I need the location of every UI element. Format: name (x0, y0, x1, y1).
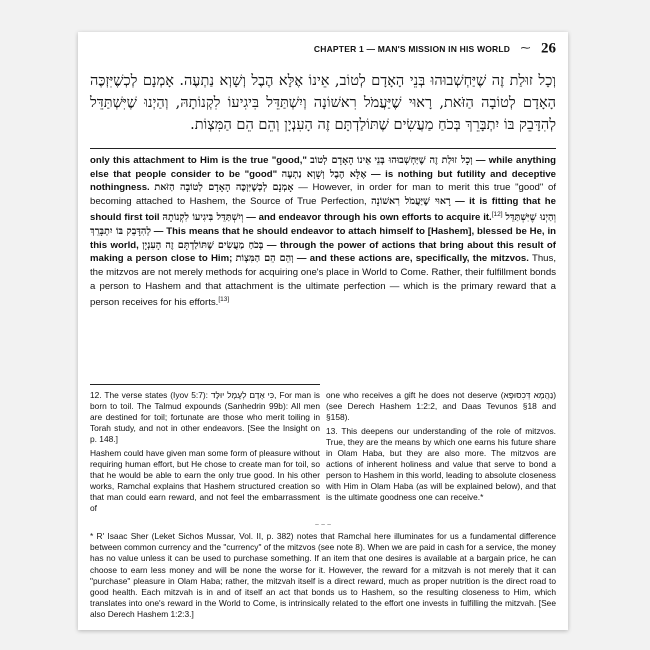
translation-rest: Thus, the mitzvos are not merely methods for acquiring one's place in World to Come. Rather, their fulfillment bonds a person to Hashem and that attachment is the ultimate perfection — which is the primary reward that a person receives for his efforts. (90, 253, 556, 309)
ornament-divider: ~ ~ ~ (314, 522, 332, 529)
translation-segment-en: — and endeavor through his own efforts to acquire it. (243, 212, 492, 224)
translation-segment-heb: וְהַיְנוּ שֶׁיִּשְׁתַּדֵּל לְהִדָּבֵק בּוֹ יִתְבָּרֵךְ (90, 212, 556, 238)
page-number: 26 (541, 40, 556, 57)
footnote: * R' Isaac Sher (Leket Sichos Mussar, Vol. II, p. 382) notes that Ramchal here illuminates for us a fundamental difference between common currency and the "currency" of the mitzvos (see note 8). When we are paid in cash for a service, the money has no value unless it can be used to purchase something. If an item that one desires is available at a bargain price, he can choose to earn less money and will be none the worse for it. However, the reward for a mitzvah is not merely that it can "purchase" pleasure in Olam Haba; rather, the mitzvah itself is a direct reward, much as proper nutrition is the direct road to good health. Each mitzvah is in and of itself an act that bonds us to Hashem, so the resulting closeness to Him, which translates into one's reward in the World to Come, is intrinsically related to the effort one invests in fulfilling the mitzvah. [See also Derech Hashem 1:2:3.] (90, 531, 556, 620)
notes-left-column (90, 390, 320, 517)
translation-segment-heb: וְהֵם הֵם הַמִּצְוֹת (235, 253, 294, 265)
hebrew-main-text: וְכָל זוּלַת זֶה שֶׁיַּחְשְׁבוּהוּ בְּנֵי הָאָדָם לְטוֹב, אֵינוֹ אֶלָּא הֶבֶל וְשָׁוְא נַתְעֶה. אָמְנָם לְכְשֶׁיִּזְכֶּה הָאָדָם לְטוֹבָה הַזֹּאת, רָאוּי שֶׁיַּעֲמֹל רִאשׁוֹנָה וְיִשְׁתַּדֵּל בִּיגִיעוֹ לִקְנוֹתָהּ, וְהַיְנוּ שֶׁיִּשְׁתַּדֵּל לְהִדָּבֵק בּוֹ יִתְבָּרֵךְ בְּכֹחַ מַעֲשִׂים שֶׁתּוֹלַדְתָּם זֶה הָעִנְיָן וְהֵם הֵם הַמִּצְוֹת. (90, 73, 556, 133)
translation-segment-heb: וְכָל זוּלַת זֶה שֶׁיַּחְשְׁבוּהוּ בְּנֵי (374, 155, 473, 166)
note-reference: [13] (218, 296, 230, 304)
translation-segment-en: only this attachment to Him is the true "good," (90, 155, 311, 166)
note-12-cont: Hashem could have given man some form of pleasure without requiring human effort, but He chose to create man for toil, so that he would be able to earn the only true good. In his other works, Ramchal explains that Hashem structured creation so that man could earn reward, and not feel the embarrassment of (90, 448, 320, 513)
translation-segment-heb: אָמְנָם לְכְשֶׁיִּזְכֶּה הָאָדָם לְטוֹבָה הַזֹּאת (154, 182, 294, 194)
translation-segment-heb: הָאָדָם לְטוֹב (310, 155, 354, 166)
translation-segment-heb: רָאוּי שֶׁיַּעֲמֹל רִאשׁוֹנָה (371, 195, 451, 207)
translation-block (90, 154, 556, 310)
header-ornament: ⁓ (520, 43, 531, 55)
translation-segment-heb: אֵינוֹ (357, 155, 372, 166)
translation-segment-en: — and these actions are, specifically, the mitzvos. (293, 253, 529, 265)
translation-segment-en: — However, in order for man to merit this true "good" of becoming attached to Hashem, the Source of True Perfection, (90, 182, 556, 207)
divider-rule (90, 148, 556, 149)
note-12-end: one who receives a gift he does not deserve (נַהֲמָא דְּכִסּוּפָא) (see Derech Hashem 1:2:2, and Daas Tevunos §18 and §158). (326, 390, 557, 422)
translation-segment-heb: אֶלָּא הֶבֶל וְשָׁוְא נַתְעֶה (281, 168, 367, 180)
translation-segment-en: — is nothing but futility and deceptive nothingness. (90, 168, 556, 194)
translation-segment-en: — through the power of actions that bring about this result of making a person close to Him; (90, 239, 556, 265)
notes-right-column (326, 390, 556, 506)
translation-segment-en: — it is fitting that he should first toil (90, 195, 556, 224)
note-13: 13. This deepens our understanding of the role of mitzvos. True, they are the means by which one earns his future share in Olam Haba, but they are also more. The mitzvos are actions of inherent holiness and value that serve to bond a person to Hashem in this world, leading to absolute closeness with Him in Olam Haba (as will be explained below), and that is the ultimate goodness one can receive.* (326, 426, 556, 502)
translation-segment-en: — This means that he should endeavor to attach himself to [Hashem], blessed be He, in this world, (90, 226, 556, 251)
note-reference: [12] (491, 211, 503, 219)
translation-segment-en: — while anything else that people consider to be "good" (90, 155, 556, 180)
translation-segment-heb: בְּכֹחַ מַעֲשִׂים שֶׁתּוֹלַדְתָּם זֶה הָעִנְיָן (142, 239, 264, 251)
notes-section (90, 390, 556, 518)
book-page (78, 32, 568, 630)
chapter-title: CHAPTER 1 — MAN'S MISSION IN HIS WORLD (313, 43, 511, 54)
notes-rule (90, 384, 320, 385)
translation-segment-heb: וְיִשְׁתַּדֵּל בִּיגִיעוֹ לִקְנוֹתָהּ (162, 212, 244, 224)
running-header (90, 40, 556, 58)
note-12: 12. The verse states (Iyov 5:7): כִּי אָדָם לְעָמָל יוּלָּד, For man is born to toil. The Talmud expounds (Sanhedrin 99b): All men are destined for toil; fortunate are those who merit toiling in Torah study, and not in other endeavors. [See the Insight on p. 148.] (90, 390, 320, 444)
